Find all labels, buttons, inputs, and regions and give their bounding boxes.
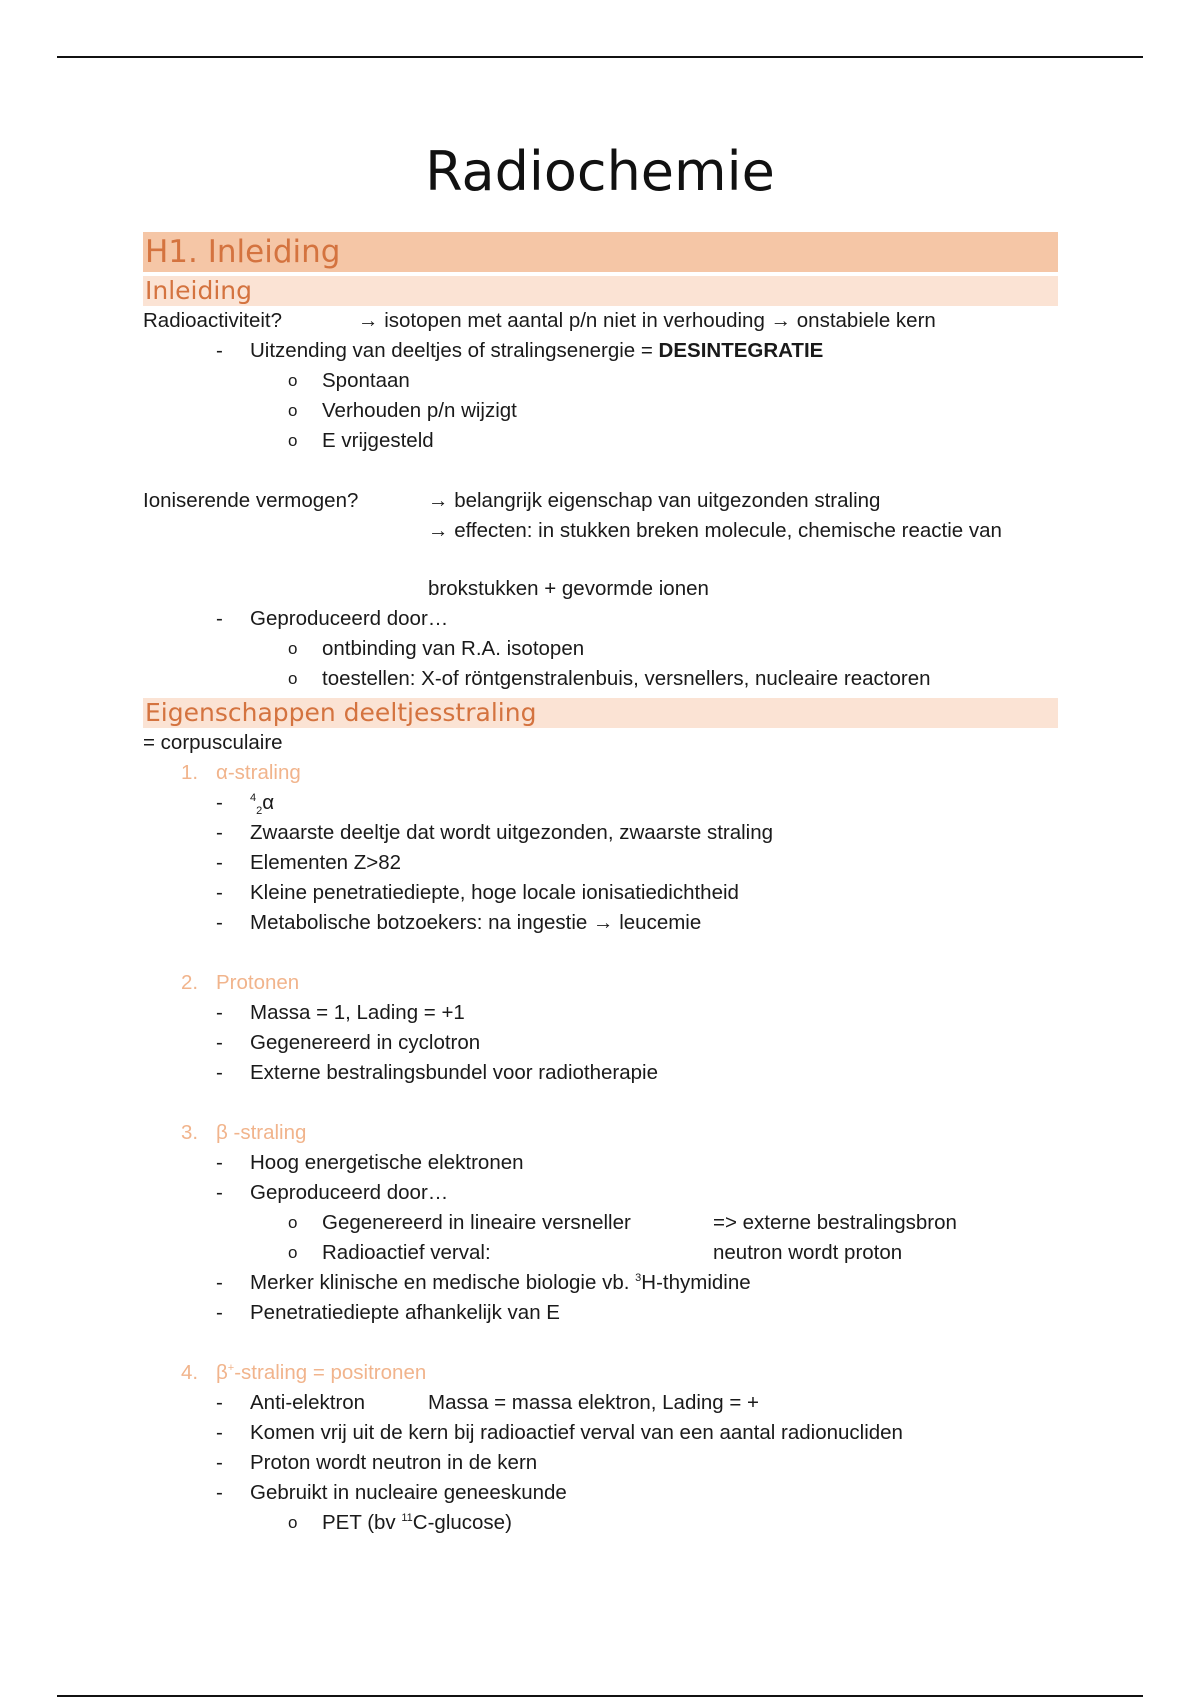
list-item — [143, 396, 1058, 426]
dash-bullet: - — [216, 1151, 223, 1174]
dash-bullet: - — [216, 1451, 223, 1474]
ionizing-text: brokstukken + gevormde ionen — [428, 577, 709, 600]
circle-bullet: o — [288, 431, 298, 450]
arrow-icon: → — [428, 489, 449, 512]
dash-bullet: - — [216, 1271, 223, 1294]
item-number: 2. — [181, 971, 199, 994]
radioactivity-result: onstabiele kern — [796, 309, 936, 332]
list-item: - Hoog energetische elektronen — [143, 1148, 1058, 1178]
produced-item: toestellen: X-of röntgenstralenbuis, versnellers, nucleaire reactoren — [322, 667, 931, 690]
ionizing-text: belangrijk eigenschap van uitgezonden straling — [454, 489, 881, 512]
page-title: Radiochemie — [425, 140, 775, 203]
list-item: o PET (bv $^{11}$C-glucose) — [143, 1508, 1058, 1538]
dash-bullet: - — [216, 607, 223, 630]
dash-bullet: - — [216, 1301, 223, 1324]
list-item: - Metabolische botzoekers: na ingestie → leucemie — [143, 908, 1058, 938]
list-item: o Gegenereerd in lineaire versneller => externe bestralingsbron — [143, 1208, 1058, 1238]
header-rule — [57, 56, 1143, 58]
list-item — [143, 664, 1058, 694]
dash-bullet: - — [216, 1031, 223, 1054]
section-heading-eigenschappen: Eigenschappen deeltjesstraling — [143, 698, 1058, 728]
ionizing-line — [143, 486, 1058, 516]
circle-bullet: o — [288, 401, 298, 420]
radioactivity-text: isotopen met aantal p/n niet in verhouding — [384, 309, 765, 332]
alpha-symbol: $^4_2$α — [250, 791, 275, 818]
list-item: - Gegenereerd in cyclotron — [143, 1028, 1058, 1058]
document-body — [143, 232, 1058, 1538]
dash-bullet: - — [216, 1481, 223, 1504]
subheading-alpha — [143, 758, 1058, 788]
list-item — [143, 788, 1058, 818]
dash-bullet: - — [216, 1391, 223, 1414]
emission-item: Verhouden p/n wijzigt — [322, 399, 517, 422]
dash-bullet: - — [216, 851, 223, 874]
subheading-title: β+-straling = positronen — [216, 1361, 427, 1384]
circle-bullet: o — [288, 371, 298, 390]
circle-bullet: o — [288, 669, 298, 688]
circle-bullet: o — [288, 639, 298, 658]
list-item: - Merker klinische en medische biologie vb. $^3$H-thymidine — [143, 1268, 1058, 1298]
dash-bullet: - — [216, 1061, 223, 1084]
footer-rule — [57, 1695, 1143, 1697]
list-item: - Proton wordt neutron in de kern — [143, 1448, 1058, 1478]
list-item — [143, 426, 1058, 456]
radioactivity-label: Radioactiviteit? — [143, 309, 283, 332]
list-item — [143, 366, 1058, 396]
list-item — [143, 634, 1058, 664]
list-item: - Geproduceerd door… — [143, 1178, 1058, 1208]
list-item: - Massa = 1, Lading = +1 — [143, 998, 1058, 1028]
section-heading-inleiding: Inleiding — [143, 276, 1058, 306]
emission-text: Uitzending van deeltjes of stralingsenergie = — [250, 339, 653, 362]
dash-bullet: - — [216, 1001, 223, 1024]
dash-bullet: - — [216, 881, 223, 904]
list-item: - Penetratiediepte afhankelijk van E — [143, 1298, 1058, 1328]
arrow-icon: → — [593, 911, 614, 934]
item-number: 1. — [181, 761, 199, 784]
list-item: - Zwaarste deeltje dat wordt uitgezonden, zwaarste straling — [143, 818, 1058, 848]
emission-bold: DESINTEGRATIE — [658, 339, 824, 362]
dash-bullet: - — [216, 911, 223, 934]
emission-item: E vrijgesteld — [322, 429, 434, 452]
circle-bullet: o — [288, 1513, 298, 1532]
list-item: o Radioactief verval: neutron wordt proton — [143, 1238, 1058, 1268]
list-item — [143, 336, 1058, 366]
dash-bullet: - — [216, 1181, 223, 1204]
radioactivity-line — [143, 306, 1058, 336]
list-item: - Anti-elektron Massa = massa elektron, Lading = + — [143, 1388, 1058, 1418]
dash-bullet: - — [216, 821, 223, 844]
produced-item: ontbinding van R.A. isotopen — [322, 637, 585, 660]
list-item: - Kleine penetratiediepte, hoge locale ionisatiedichtheid — [143, 878, 1058, 908]
item-number: 3. — [181, 1121, 199, 1144]
list-item: - Gebruikt in nucleaire geneeskunde — [143, 1478, 1058, 1508]
ionizing-label: Ioniserende vermogen? — [143, 489, 359, 512]
subheading-beta — [143, 1118, 1058, 1148]
produced-label: Geproduceerd door… — [250, 607, 449, 630]
list-item: - Komen vrij uit de kern bij radioactief verval van een aantal radionucliden — [143, 1418, 1058, 1448]
emission-item: Spontaan — [322, 369, 410, 392]
list-item: - Externe bestralingsbundel voor radiotherapie — [143, 1058, 1058, 1088]
arrow-icon: → — [770, 309, 792, 332]
arrow-icon: → — [428, 519, 449, 542]
dash-bullet: - — [216, 339, 223, 362]
chapter-heading: H1. Inleiding — [143, 232, 1058, 272]
intro-line: = corpusculaire — [143, 731, 283, 754]
circle-bullet: o — [288, 1213, 298, 1232]
dash-bullet: - — [216, 791, 223, 814]
subheading-title: α-straling — [216, 761, 301, 784]
circle-bullet: o — [288, 1243, 298, 1262]
list-item: - Elementen Z>82 — [143, 848, 1058, 878]
subheading-title: β -straling — [216, 1121, 307, 1144]
list-item — [143, 604, 1058, 634]
dash-bullet: - — [216, 1421, 223, 1444]
subheading-title: Protonen — [216, 971, 300, 994]
subheading-positron — [143, 1358, 1058, 1388]
subheading-protons — [143, 968, 1058, 998]
item-number: 4. — [181, 1361, 199, 1384]
arrow-icon: → — [358, 309, 379, 332]
ionizing-text: effecten: in stukken breken molecule, chemische reactie van — [454, 519, 1002, 542]
